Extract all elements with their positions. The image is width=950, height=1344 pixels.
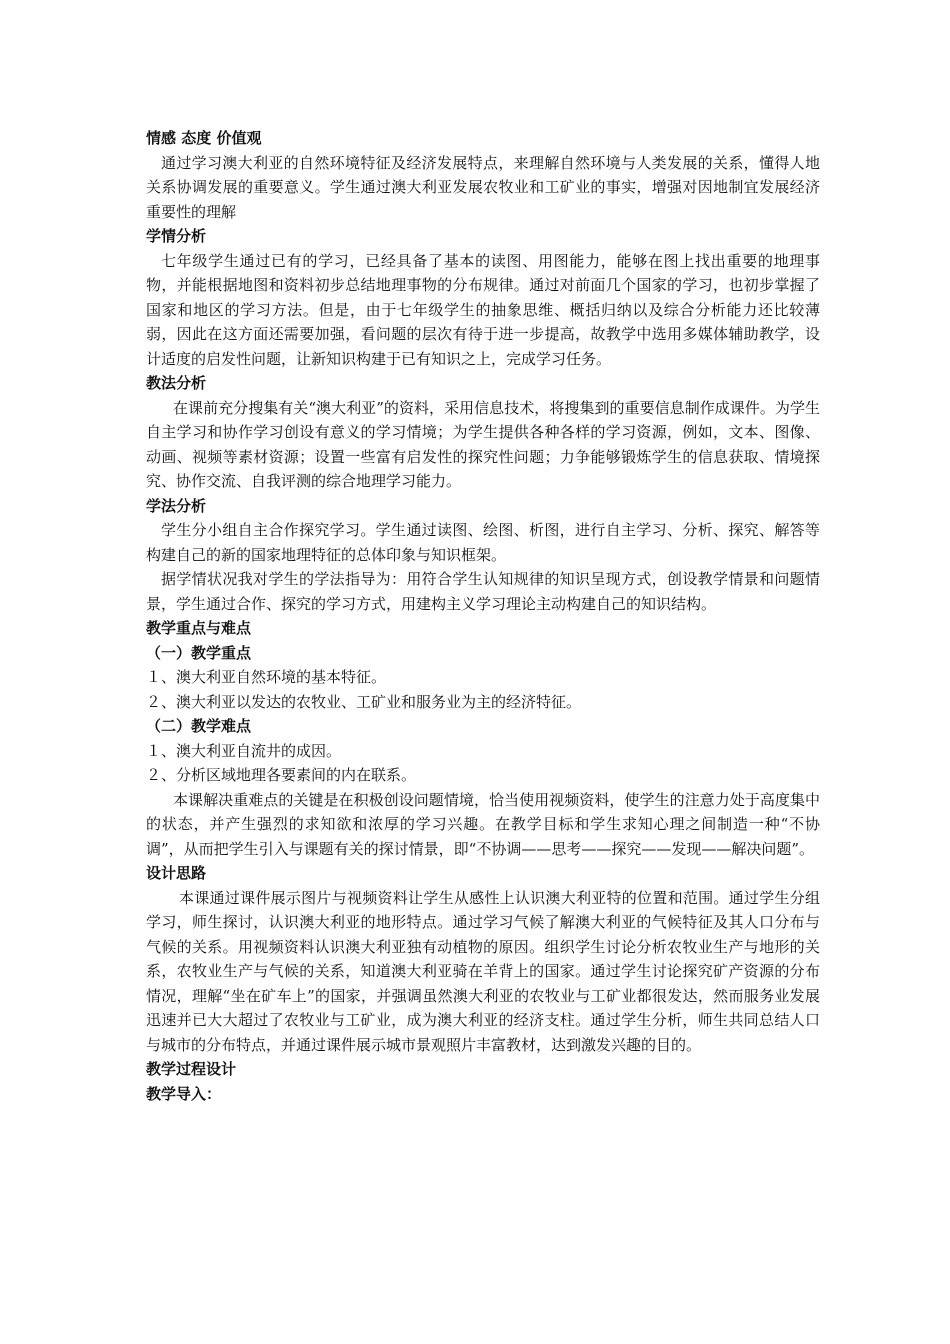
section-title-attitude: 情感 态度 价值观 (146, 129, 262, 147)
list-item-difficulty-1: １、澳大利亚自流井的成因。 (146, 741, 342, 760)
section-title-learning-method: 学法分析 (146, 496, 207, 515)
list-item-focus-1: １、澳大利亚自然环境的基本特征。 (146, 668, 387, 686)
section-title-key-points: 教学重点与难点 (146, 619, 252, 637)
document-page (146, 126, 820, 1106)
paragraph-learner-analysis: 七年级学生通过已有的学习，已经具备了基本的读图、用图能力，能够在图上找出重要的地理事物，并能根据地图和资料初步总结地理事物的分布规律。通过对前面几个国家的学习，也初步掌握了国家和地区的学习方法。但是，由于七年级学生的抽象思维、概括归纳以及综合分析能力还比较薄弱，因此在这方面还需要加强，看问题的层次有待于进一步提高，故教学中选用多媒体辅助教学，设计适度的启发性问题，让新知识构建于已有知识之上，完成学习任务。 (146, 251, 820, 368)
paragraph-teaching-method: 在课前充分搜集有关“澳大利亚”的资料，采用信息技术，将搜集到的重要信息制作成课件。为学生自主学习和协作学习创设有意义的学习情境；为学生提供各种各样的学习资源，例如，文本、图像、动画、视频等素材资源；设置一些富有启发性的探究性问题；力争能够锻炼学生的信息获取、情境探究、协作交流、自我评测的综合地理学习能力。 (146, 398, 820, 490)
section-title-learner-analysis: 学情分析 (146, 227, 207, 245)
subheading-focus: （一）教学重点 (146, 643, 252, 662)
list-item-focus-2: ２、澳大利亚以发达的农牧业、工矿业和服务业为主的经济特征。 (146, 692, 582, 711)
paragraph-learning-method-1: 学生分小组自主合作探究学习。学生通过读图、绘图、析图，进行自主学习、分析、探究、解答等构建自己的新的国家地理特征的总体印象与知识框架。 (146, 521, 820, 564)
subheading-intro: 教学导入： (146, 1084, 222, 1103)
paragraph-attitude: 通过学习澳大利亚的自然环境特征及经济发展特点，来理解自然环境与人类发展的关系，懂得人地关系协调发展的重要意义。学生通过澳大利亚发展农牧业和工矿业的事实，增强对因地制宜发展经济重要性的理解 (146, 153, 820, 221)
list-item-difficulty-2: ２、分析区域地理各要素间的内在联系。 (146, 766, 417, 784)
section-title-process: 教学过程设计 (146, 1060, 237, 1078)
paragraph-learning-method-2: 据学情状况我对学生的学法指导为：用符合学生认知规律的知识呈现方式，创设教学情景和问题情景，学生通过合作、探究的学习方式，用建构主义学习理论主动构建自己的知识结构。 (146, 570, 820, 613)
section-title-design: 设计思路 (146, 864, 207, 882)
subheading-difficulty: （二）教学难点 (146, 717, 252, 735)
section-title-teaching-method: 教法分析 (146, 374, 207, 392)
paragraph-design: 本课通过课件展示图片与视频资料让学生从感性上认识澳大利亚特的位置和范围。通过学生分组学习，师生探讨，认识澳大利亚的地形特点。通过学习气候了解澳大利亚的气候特征及其人口分布与气候的关系。用视频资料认识澳大利亚独有动植物的原因。组织学生讨论分析农牧业生产与地形的关系，农牧业生产与气候的关系，知道澳大利亚骑在羊背上的国家。通过学生讨论探究矿产资源的分布情况，理解“坐在矿车上”的国家，并强调虽然澳大利亚的农牧业与工矿业都很发达，然而服务业发展迅速并已大大超过了农牧业与工矿业，成为澳大利亚的经济支柱。通过学生分析，师生共同总结人口与城市的分布特点，并通过课件展示城市景观照片丰富教材，达到激发兴趣的目的。 (146, 888, 820, 1054)
paragraph-key-points: 本课解决重难点的关键是在积极创设问题情境，恰当使用视频资料，使学生的注意力处于高度集中的状态，并产生强烈的求知欲和浓厚的学习兴趣。在教学目标和学生求知心理之间制造一种“不协调”，从而把学生引入与课题有关的探讨情景，即“不协调——思考——探究——发现——解决问题”。 (146, 790, 820, 858)
